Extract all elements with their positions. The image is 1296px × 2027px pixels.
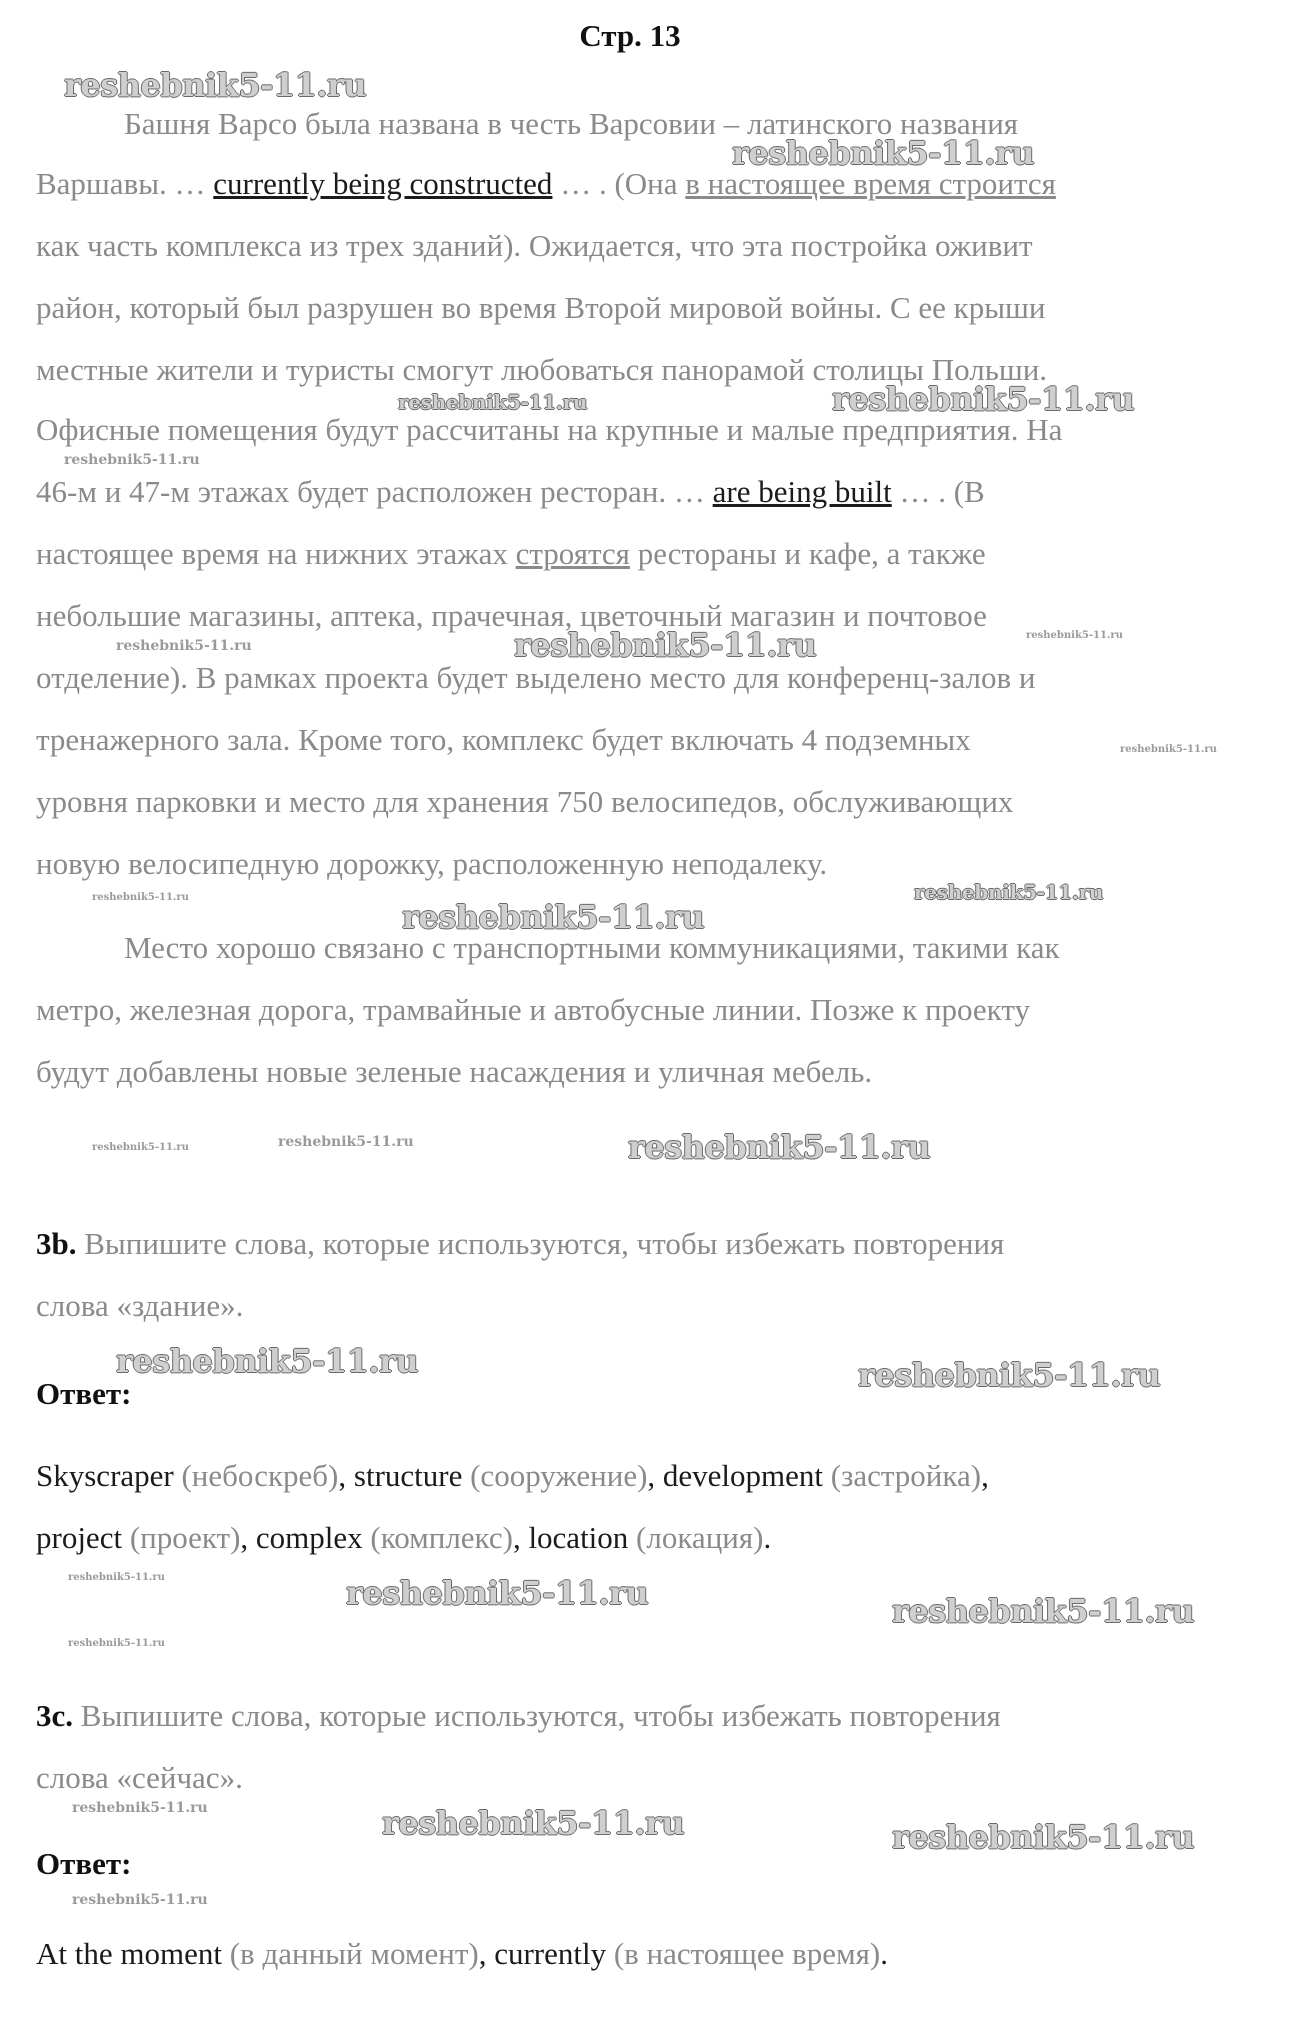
watermark: reshebnik5-11.ru — [892, 1592, 1195, 1630]
answer-phrase: are being built — [712, 474, 892, 509]
watermark: reshebnik5-11.ru — [1120, 744, 1217, 755]
answer-phrase: currently being constructed — [213, 166, 553, 201]
watermark: reshebnik5-11.ru — [1026, 630, 1123, 641]
watermark: reshebnik5-11.ru — [68, 1572, 165, 1583]
watermark: reshebnik5-11.ru — [402, 898, 705, 936]
passage-line: тренажерного зала. Кроме того, комплекс будет включать 4 подземных — [36, 722, 971, 757]
passage-line: район, который был разрушен во время Второй мировой войны. С ее крыши — [36, 290, 1046, 325]
watermark: reshebnik5-11.ru — [832, 380, 1135, 418]
passage-line: как часть комплекса из трех зданий). Ожидается, что эта постройка оживит — [36, 228, 1033, 263]
passage-line: Место хорошо связано с транспортными коммуникациями, такими как — [124, 930, 1060, 965]
passage-line: настоящее время на нижних этажах строятся рестораны и кафе, а также — [36, 536, 986, 571]
watermark: reshebnik5-11.ru — [732, 134, 1035, 172]
watermark: reshebnik5-11.ru — [92, 1142, 189, 1153]
watermark: reshebnik5-11.ru — [116, 638, 252, 654]
watermark: reshebnik5-11.ru — [92, 892, 189, 903]
watermark: reshebnik5-11.ru — [892, 1818, 1195, 1856]
task-3b-answer: project (проект), complex (комплекс), location (локация). — [36, 1520, 772, 1555]
watermark: reshebnik5-11.ru — [116, 1342, 419, 1380]
passage-line: метро, железная дорога, трамвайные и автобусные линии. Позже к проекту — [36, 992, 1030, 1027]
watermark: reshebnik5-11.ru — [858, 1356, 1161, 1394]
task-label: 3b. — [36, 1226, 77, 1261]
answer-label: Ответ: — [36, 1376, 132, 1411]
watermark: reshebnik5-11.ru — [398, 390, 588, 414]
passage-line: отделение). В рамках проекта будет выделено место для конференц-залов и — [36, 660, 1036, 695]
task-3b-question: слова «здание». — [36, 1288, 244, 1323]
task-3c-question: 3c. Выпишите слова, которые используются, чтобы избежать повторения — [36, 1698, 1001, 1733]
watermark: reshebnik5-11.ru — [346, 1574, 649, 1612]
watermark: reshebnik5-11.ru — [914, 880, 1104, 904]
task-3c-question: слова «сейчас». — [36, 1760, 243, 1795]
passage-line: уровня парковки и место для хранения 750 велосипедов, обслуживающих — [36, 784, 1014, 819]
watermark: reshebnik5-11.ru — [64, 66, 367, 104]
task-label: 3c. — [36, 1698, 74, 1733]
watermark: reshebnik5-11.ru — [68, 1638, 165, 1649]
watermark: reshebnik5-11.ru — [278, 1134, 414, 1150]
passage-line: будут добавлены новые зеленые насаждения и уличная мебель. — [36, 1054, 873, 1089]
passage-line: Офисные помещения будут рассчитаны на крупные и малые предприятия. На — [36, 412, 1063, 447]
task-3b-answer: Skyscraper (небоскреб), structure (сооружение), development (застройка), — [36, 1458, 989, 1493]
translation-phrase: в настоящее время строится — [685, 166, 1056, 201]
passage-line: Варшавы. … currently being constructed … . (Она в настоящее время строится — [36, 166, 1056, 201]
translation-phrase: строятся — [515, 536, 630, 571]
watermark: reshebnik5-11.ru — [382, 1804, 685, 1842]
passage-line: небольшие магазины, аптека, прачечная, цветочный магазин и почтовое — [36, 598, 987, 633]
passage-line: новую велосипедную дорожку, расположенную неподалеку. — [36, 846, 828, 881]
page-title: Стр. 13 — [579, 18, 681, 53]
watermark: reshebnik5-11.ru — [72, 1800, 208, 1816]
watermark: reshebnik5-11.ru — [72, 1892, 208, 1908]
passage-line: 46-м и 47-м этажах будет расположен ресторан. … are being built … . (В — [36, 474, 985, 509]
watermark: reshebnik5-11.ru — [628, 1128, 931, 1166]
watermark: reshebnik5-11.ru — [514, 626, 817, 664]
watermark: reshebnik5-11.ru — [64, 452, 200, 468]
answer-label: Ответ: — [36, 1846, 132, 1881]
passage-line: Башня Варсо была названа в честь Варсовии – латинского названия — [124, 106, 1019, 141]
task-3b-question: 3b. Выпишите слова, которые используются, чтобы избежать повторения — [36, 1226, 1005, 1261]
passage-line: местные жители и туристы смогут любоваться панорамой столицы Польши. — [36, 352, 1048, 387]
task-3c-answer: At the moment (в данный момент), currently (в настоящее время). — [36, 1936, 888, 1971]
